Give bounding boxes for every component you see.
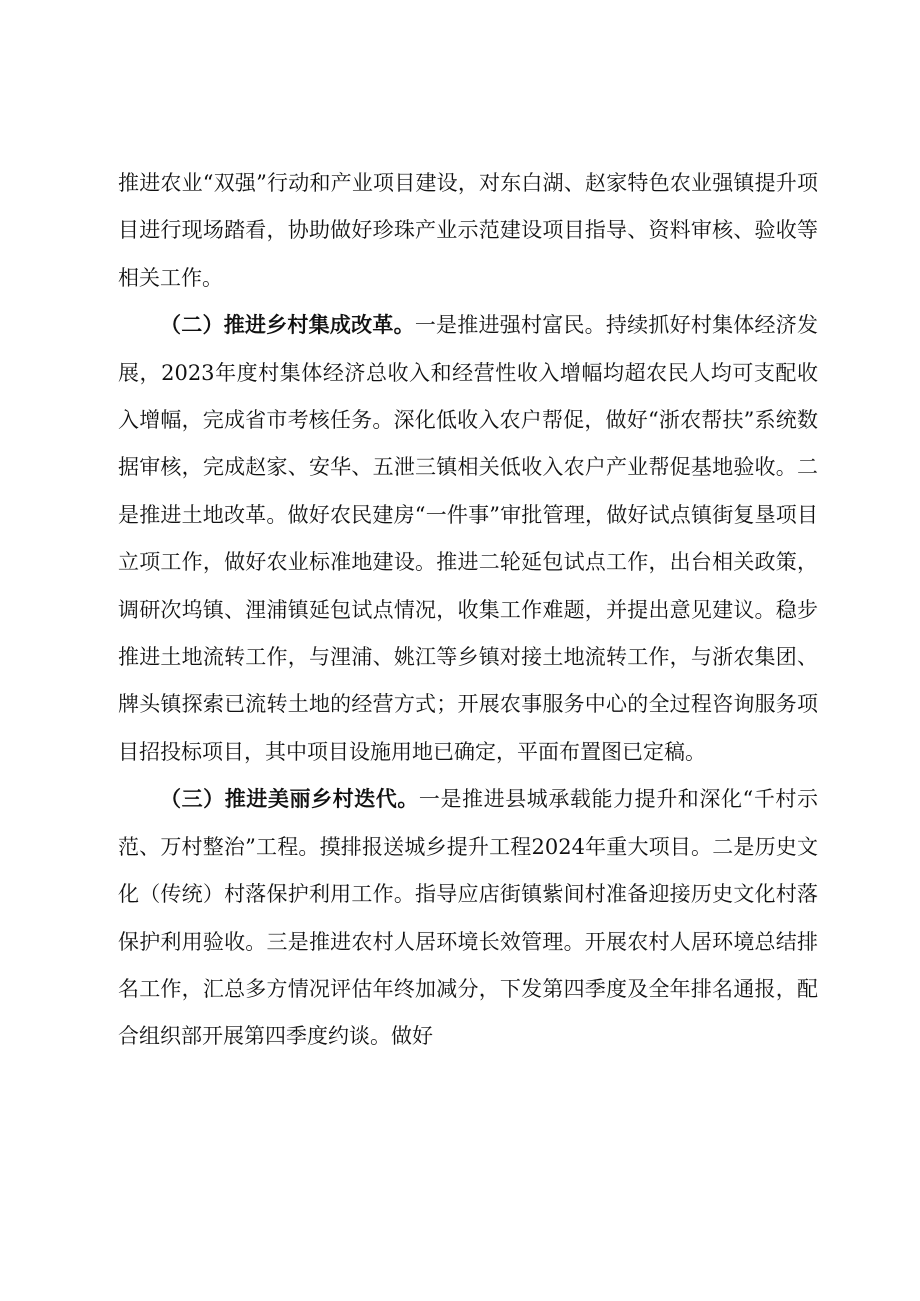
paragraph-3-text: 一是推进县城承载能力提升和深化“千村示范、万村整治”工程。摸排报送城乡提升工程2024年重大项目。二是历史文化（传统）村落保护利用工作。指导应店街镇紫间村准备迎接历史文化村落保护利用验收。三是推进农村人居环境长效管理。开展农村人居环境总结排名工作，汇总多方情况评估年终加减分，下发第四季度及全年排名通报，配合组织部开展第四季度约谈。做好: [118, 787, 818, 1049]
paragraph-2-text: 一是推进强村富民。持续抓好村集体经济发展，2023年度村集体经济总收入和经营性收入增幅均超农民人均可支配收入增幅，完成省市考核任务。深化低收入农户帮促，做好“浙农帮扶”系统数据审核，完成赵家、安华、五泄三镇相关低收入农户产业帮促基地验收。二是推进土地改革。做好农民建房“一件事”审批管理，做好试点镇街复垦项目立项工作，做好农业标准地建设。推进二轮延包试点工作，出台相关政策，调研次坞镇、浬浦镇延包试点情况，收集工作难题，并提出意见建议。稳步推进土地流转工作，与浬浦、姚江等乡镇对接土地流转工作，与浙农集团、牌头镇探索已流转土地的经营方式；开展农事服务中心的全过程咨询服务项目招投标项目，其中项目设施用地已确定，平面布置图已定稿。: [118, 313, 819, 764]
paragraph-3: [118, 776, 818, 1060]
paragraph-2: [118, 302, 818, 776]
paragraph-1: [118, 160, 818, 302]
document-body: [118, 160, 818, 1061]
section-heading-3: （三）推进美丽乡村迭代。: [160, 787, 419, 812]
paragraph-1-text: 推进农业“双强”行动和产业项目建设，对东白湖、赵家特色农业强镇提升项目进行现场踏看，协助做好珍珠产业示范建设项目指导、资料审核、验收等相关工作。: [118, 171, 818, 290]
section-heading-2: （二）推进乡村集成改革。: [160, 313, 415, 338]
